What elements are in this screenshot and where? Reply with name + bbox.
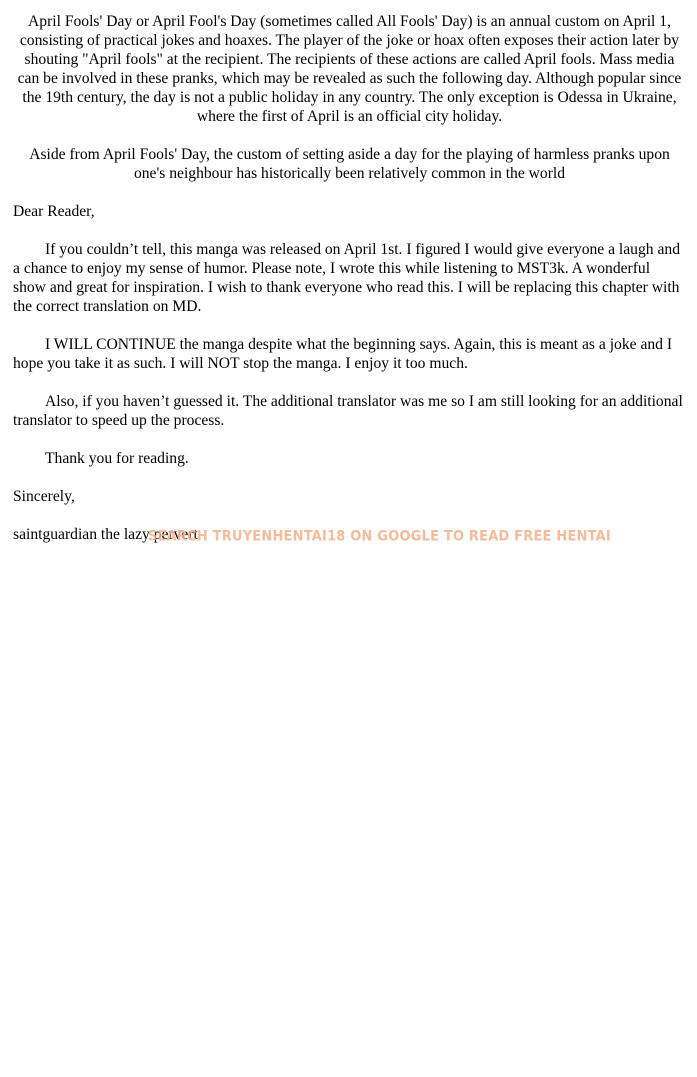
letter-paragraph-continue-manga: I WILL CONTINUE the manga despite what the beginning says. Again, this is meant as a joke and I hope you take it as such. I will NOT stop the manga. I enjoy it too much. — [13, 336, 673, 372]
letter-closing: Sincerely, — [13, 488, 75, 505]
letter-greeting: Dear Reader, — [13, 203, 95, 220]
intro-paragraph-april-fools: April Fools' Day or April Fool's Day (sometimes called All Fools' Day) is an annual custom on April 1, consisting of practical jokes and hoaxes. The player of the joke or hoax often exposes their action later by shouting "April fools" at the recipient. The recipients of these actions are called April fools. Mass media can be involved in these pranks, which may be revealed as such the following day. Although popular since the 19th century, the day is not a public holiday in any country. The only exception is Odessa in Ukraine, where the first of April is an official city holiday. — [17, 13, 682, 125]
intro-paragraph-pranks-custom: Aside from April Fools' Day, the custom of setting aside a day for the playing of harmless pranks upon one's neighbour has historically been relatively common in the world — [29, 146, 670, 182]
letter-paragraph-thanks: Thank you for reading. — [45, 450, 189, 467]
document-page — [13, 12, 686, 563]
letter-signature: saintguardian the lazy pervert — [13, 526, 198, 543]
letter-paragraph-release-note: If you couldn’t tell, this manga was released on April 1st. I figured I would give everyone a laugh and a chance to enjoy my sense of humor. Please note, I wrote this while listening to MST3k. A wonderful show and great for inspiration. I wish to thank everyone who read this. I will be replacing this chapter with the correct translation on MD. — [13, 241, 680, 315]
letter-paragraph-translator: Also, if you haven’t guessed it. The additional translator was me so I am still looking for an additional translator to speed up the process. — [13, 393, 683, 429]
watermark-text: SEARCH TRUYENHENTAI18 ON GOOGLE TO READ FREE HENTAI — [148, 528, 611, 545]
